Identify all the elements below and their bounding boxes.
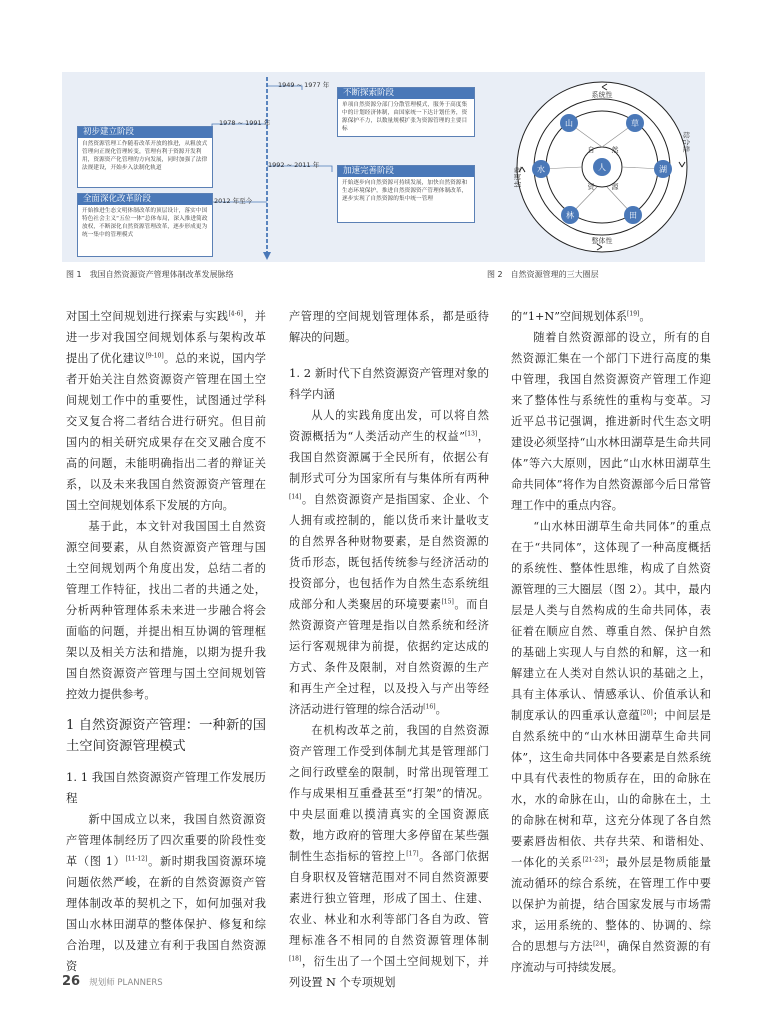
column-1 bbox=[66, 306, 266, 977]
stage-initial-title: 初步建立阶段 bbox=[78, 127, 212, 138]
date-1978: 1978 ~ 1991 年 bbox=[219, 119, 271, 127]
label-forest: 林 bbox=[566, 211, 574, 220]
stage-accelerating bbox=[337, 165, 475, 223]
stage-exploration-title: 不断探索阶段 bbox=[338, 88, 474, 99]
label-yuan: 源 bbox=[611, 183, 619, 191]
page-footer bbox=[62, 970, 163, 989]
three-circles-diagram bbox=[507, 77, 697, 257]
label-water: 水 bbox=[537, 165, 545, 174]
label-ran: 然 bbox=[611, 146, 619, 154]
date-1992: 1992 ~ 2011 年 bbox=[268, 161, 320, 169]
figure-2-caption: 图 2 自然资源管理的三大圈层 bbox=[487, 270, 599, 279]
page-number: 26 bbox=[62, 974, 81, 989]
section-heading-1: 1 自然资源资产管理：一种新的国土空间资源管理模式 bbox=[66, 718, 266, 754]
stage-accelerating-title: 加速完善阶段 bbox=[338, 166, 474, 177]
stage-deepening-title: 全面深化改革阶段 bbox=[78, 194, 212, 205]
paragraph: 基于此，本文针对我国国土自然资源空间要素，从自然资源资产管理与国土空间规划两个角度出发，总结二者的管理工作特征，找出二者的共通之处，分析两种管理体系未来进一步融合将会面临的问题，并提出相互协调的管理框架以及相关方法和措施，以期为提升我国自然资源资产管理与国土空间规划管控效力提供参考。 bbox=[66, 520, 266, 701]
stage-exploration bbox=[337, 87, 475, 137]
paragraph: 新中国成立以来，我国自然资源资产管理体制经历了四次重要的阶段性变革（图 1）[11-12]。新时期我国资源环境问题依然严峻，在新的自然资源资产管理体制改革的契机之下，如何加强对我国山水林田湖草的整体保护、修复和综合治理，以及建立有利于我国自然资源资 bbox=[66, 813, 266, 973]
label-systematic: 系统性 bbox=[591, 91, 613, 99]
label-holistic: 整体性 bbox=[591, 237, 613, 245]
label-comprehensive: 综合性 bbox=[682, 131, 690, 153]
label-coordinated: 协调性 bbox=[514, 166, 522, 188]
column-3 bbox=[511, 306, 711, 978]
paragraph: 对国土空间规划进行探索与实践[4-6]，并进一步对我国空间规划体系与架构改革提出了优化建议[9-10]。总的来说，国内学者开始关注自然资源资产管理在国土空间规划工作中的重要性，试图通过学科交叉复合将二者结合进行研究。但目前国内的相关研究成果存在交叉融合度不高的问题，未能明确指出二者的辩证关系，以及未来我国自然资源资产管理在国土空间规划体系下发展的方向。 bbox=[66, 310, 266, 512]
journal-name: 规划师 PLANNERS bbox=[89, 978, 163, 988]
stage-initial bbox=[77, 126, 213, 188]
column-2 bbox=[289, 306, 489, 993]
date-1949: 1949 ~ 1977 年 bbox=[278, 81, 330, 89]
label-lake: 湖 bbox=[659, 165, 667, 174]
label-zi: 自 bbox=[587, 146, 595, 154]
paragraph: 在机构改革之前，我国的自然资源资产管理工作受到体制尤其是管理部门之间行政壁垒的限制，时常出现管理工作与成果相互重叠甚至“打架”的情况。中央层面难以摸清真实的全国资源底数，地方政府的管理大多停留在某些强制性生态指标的管控上[17]。各部门依据自身职权及管辖范围对不同自然资源要素进行独立管理，形成了国土、住建、农业、林业和水利等部门各自为政、管理标准各不相同的自然资源管理体制[18]，衍生出了一个国土空间规划下，并列设置 N 个专项规划 bbox=[289, 724, 489, 989]
stage-deepening bbox=[77, 193, 213, 257]
paragraph: “山水林田湖草生命共同体”的重点在于“共同体”，这体现了一种高度概括的系统性、整体性思维，构成了自然资源管理的三大圈层（图 2）。其中，最内层是人类与自然构成的生命共同体，表征着在顺应自然、尊重自然、保护自然的基础上实现人与自然的和解，这一和解建立在人类对自然认识的基础之上，具有主体承认、情感承认、价值承认和制度承认的四重承认意蕴[20]；中间层是自然系统中的“山水林田湖草生命共同体”，这生命共同体中各要素是自然系统中具有代表性的物质存在，田的命脉在水，水的命脉在山，山的命脉在土，土的命脉在树和草，这充分体现了各自然要素唇齿相依、共存共荣、和谐相处、一体化的关系[21-23]；最外层是物质能量流动循环的综合系统，在管理工作中要以保护为前提，结合国家发展与市场需求，运用系统的、整体的、协调的、综合的思想与方法[24]，确保自然资源的有序流动与可持续发展。 bbox=[511, 520, 711, 974]
label-zi2: 资 bbox=[587, 183, 595, 191]
section-heading-1-2: 1. 2 新时代下自然资源资产管理对象的科学内涵 bbox=[289, 366, 489, 401]
section-heading-1-1: 1. 1 我国自然资源资产管理工作发展历程 bbox=[66, 770, 266, 805]
stage-exploration-text: 单项自然资源分部门分散管理模式，服务于高度集中的计划经济体制，由国家统一下达计划任务，资源保护不力，以数量规模扩张为资源管理的主要目标 bbox=[342, 102, 468, 132]
date-2012: 2012 年至今 bbox=[214, 197, 253, 205]
figure-1-caption: 图 1 我国自然资源资产管理体制改革发展脉络 bbox=[66, 270, 234, 279]
stage-initial-text: 自然资源管理工作随着改革开放的推进，从粗放式管理向正规化管理转变，管理有利于资源开发利用，资源资产化管理的方向发展，同时加强了法律法规建设，开始步入法制化轨道 bbox=[82, 141, 208, 171]
paragraph: 的“1+N”空间规划体系[19]。 bbox=[511, 310, 651, 323]
paragraph: 随着自然资源部的设立，所有的自然资源汇集在一个部门下进行高度的集中管理，我国自然资源资产管理工作迎来了整体性与系统性的重构与变革。习近平总书记强调，推进新时代生态文明建设必须坚持“山水林田湖草是生命共同体”等六大原则，因此“山水林田湖草生命共同体”将作为自然资源部今后日常管理工作中的重点内容。 bbox=[511, 331, 711, 512]
label-grass: 草 bbox=[631, 119, 639, 128]
paragraph: 从人的实践角度出发，可以将自然资源概括为“人类活动产生的权益”[13]，我国自然资源属于全民所有，依据公有制形式可分为国家所有与集体所有两种[14]。自然资源资产是指国家、企业、个人拥有或控制的，能以货币来计量收支的自然界各种财物要素，是自然资源的货币形态，既包括传统参与经济活动的投资部分，也包括作为自然生态系统组成部分和人类聚居的环境要素[15]。而自然资源资产管理是指以自然系统和经济运行客观规律为前提，依据约定达成的方式、条件及限制，对自然资源的生产和再生产全过程，以及投入与产出等经济活动进行管理的综合活动[16]。 bbox=[289, 409, 489, 716]
label-mountain: 山 bbox=[565, 119, 573, 128]
label-human: 人 bbox=[598, 163, 606, 172]
stage-accelerating-text: 开始逐步向自然资源可持续发展，加快自然资源和生态环境保护，推进自然资源资产管理体制改革，逐步实现了自然资源的集中统一管理 bbox=[342, 180, 468, 202]
stage-deepening-text: 开始推进生态文明体制改革的顶层设计，落实中国特色社会主义“五位一体”总体布局，深入推进简政放权，不断深化自然资源管理改革，逐步形成更为统一集中的管理模式 bbox=[82, 208, 208, 238]
paragraph: 产管理的空间规划管理体系，都是亟待解决的问题。 bbox=[289, 310, 489, 344]
label-field: 田 bbox=[629, 211, 637, 220]
